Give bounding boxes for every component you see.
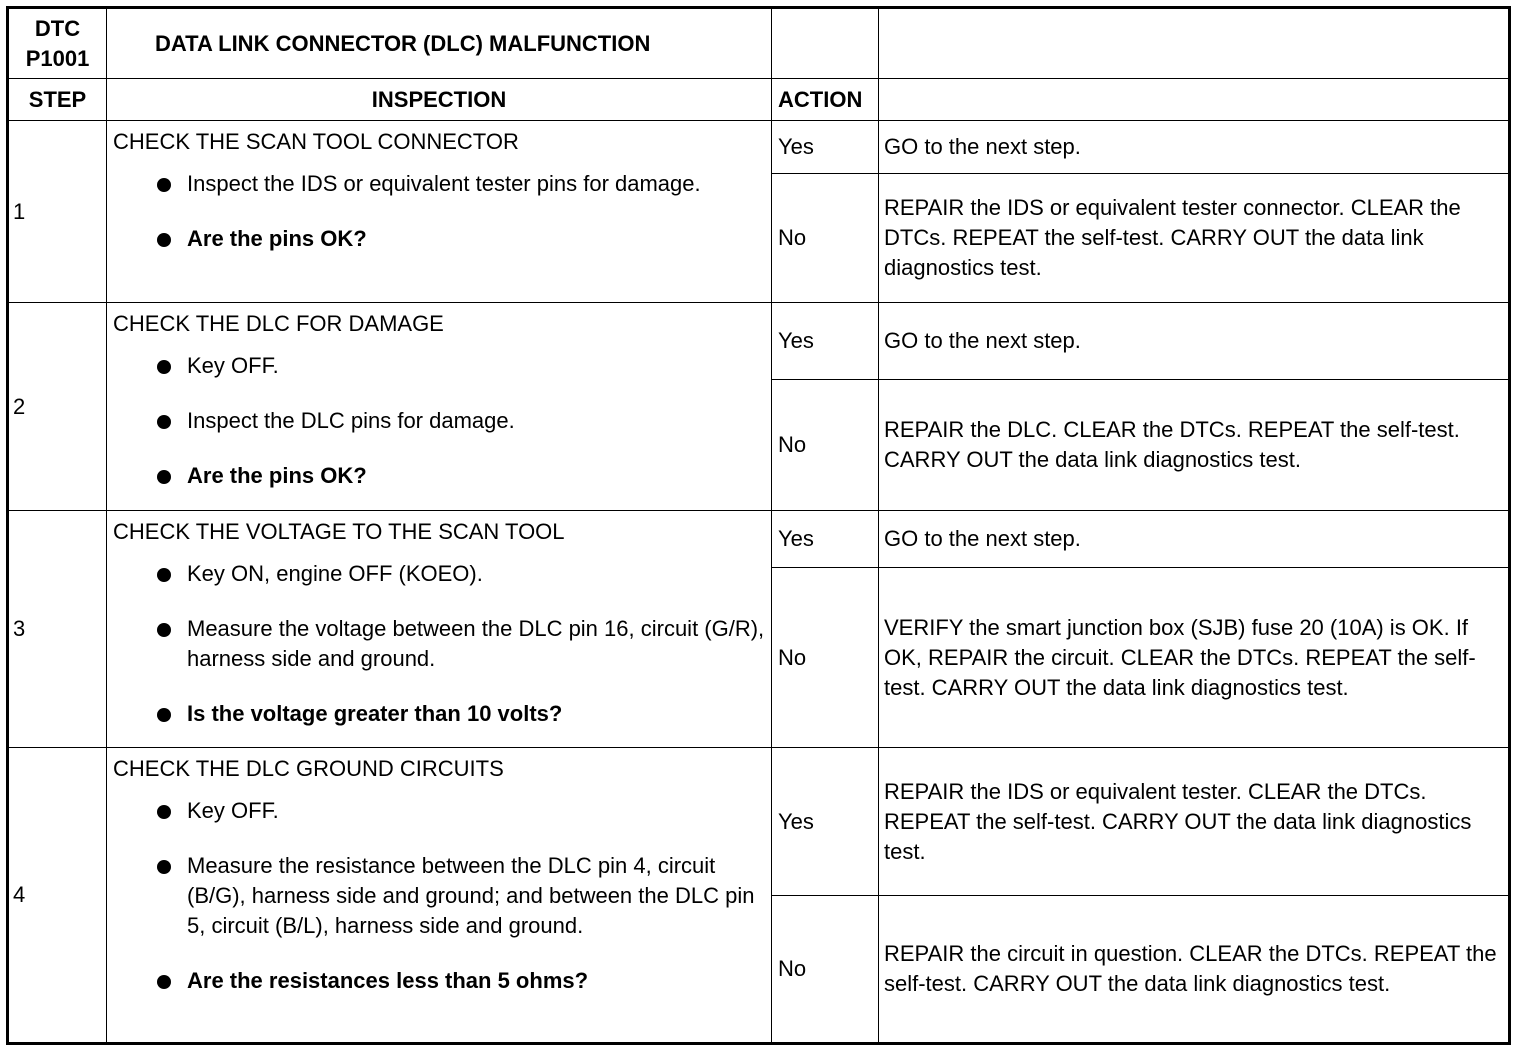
bullet-icon <box>157 975 171 989</box>
yes-action: GO to the next step. <box>879 511 1510 568</box>
bullet-icon <box>157 860 171 874</box>
step-1-yes-row <box>8 121 1510 174</box>
step-title: CHECK THE VOLTAGE TO THE SCAN TOOL <box>113 519 565 544</box>
no-action: VERIFY the smart junction box (SJB) fuse 20 (10A) is OK. If OK, REPAIR the circuit. CLEAR the DTCs. REPEAT the self-test. CARRY OUT the data link diagnostics test. <box>879 568 1510 748</box>
bullet-item: Key OFF. <box>113 351 765 381</box>
column-header-empty <box>879 79 1510 121</box>
bullet-icon <box>157 568 171 582</box>
bullet-item: Key OFF. <box>113 796 765 826</box>
no-label: No <box>772 174 879 303</box>
step-number: 2 <box>8 303 107 511</box>
step-bullets <box>113 796 765 996</box>
header-empty-cell <box>879 8 1510 79</box>
yes-action: GO to the next step. <box>879 303 1510 380</box>
step-3-yes-row <box>8 511 1510 568</box>
no-label: No <box>772 896 879 1044</box>
yes-label: Yes <box>772 748 879 896</box>
bullet-item: Inspect the IDS or equivalent tester pins for damage. <box>113 169 765 199</box>
step-2-yes-row <box>8 303 1510 380</box>
step-title: CHECK THE DLC FOR DAMAGE <box>113 311 444 336</box>
step-bullets <box>113 351 765 491</box>
step-4-yes-row <box>8 748 1510 896</box>
bullet-icon <box>157 470 171 484</box>
no-label: No <box>772 380 879 511</box>
column-header-step: STEP <box>8 79 107 121</box>
question-item: Are the pins OK? <box>113 224 765 254</box>
yes-label: Yes <box>772 511 879 568</box>
step-number: 1 <box>8 121 107 303</box>
bullet-icon <box>157 805 171 819</box>
bullet-icon <box>157 233 171 247</box>
diagnostic-table <box>6 6 1511 1045</box>
step-title: CHECK THE SCAN TOOL CONNECTOR <box>113 129 519 154</box>
step-number: 3 <box>8 511 107 748</box>
no-action: REPAIR the circuit in question. CLEAR the DTCs. REPEAT the self-test. CARRY OUT the data link diagnostics test. <box>879 896 1510 1044</box>
yes-action: GO to the next step. <box>879 121 1510 174</box>
step-bullets <box>113 169 765 254</box>
header-row <box>8 8 1510 79</box>
bullet-icon <box>157 708 171 722</box>
step-inspection <box>107 303 772 511</box>
bullet-icon <box>157 178 171 192</box>
step-inspection <box>107 121 772 303</box>
column-header-action: ACTION <box>772 79 879 121</box>
column-header-inspection: INSPECTION <box>107 79 772 121</box>
yes-label: Yes <box>772 303 879 380</box>
step-bullets <box>113 559 765 729</box>
no-action: REPAIR the DLC. CLEAR the DTCs. REPEAT the self-test. CARRY OUT the data link diagnostics test. <box>879 380 1510 511</box>
step-inspection <box>107 511 772 748</box>
column-header-row <box>8 79 1510 121</box>
header-empty-cell <box>772 8 879 79</box>
bullet-item: Inspect the DLC pins for damage. <box>113 406 765 436</box>
bullet-icon <box>157 623 171 637</box>
bullet-icon <box>157 360 171 374</box>
bullet-item: Key ON, engine OFF (KOEO). <box>113 559 765 589</box>
no-action: REPAIR the IDS or equivalent tester connector. CLEAR the DTCs. REPEAT the self-test. CARRY OUT the data link diagnostics test. <box>879 174 1510 303</box>
yes-label: Yes <box>772 121 879 174</box>
question-item: Are the pins OK? <box>113 461 765 491</box>
question-item: Is the voltage greater than 10 volts? <box>113 699 765 729</box>
dtc-label: DTC <box>34 15 81 41</box>
step-inspection <box>107 748 772 1044</box>
no-label: No <box>772 568 879 748</box>
bullet-icon <box>157 415 171 429</box>
bullet-item: Measure the voltage between the DLC pin 16, circuit (G/R), harness side and ground. <box>113 614 765 674</box>
yes-action: REPAIR the IDS or equivalent tester. CLEAR the DTCs. REPEAT the self-test. CARRY OUT the data link diagnostics test. <box>879 748 1510 896</box>
question-item: Are the resistances less than 5 ohms? <box>113 966 765 996</box>
dtc-cell <box>8 8 107 79</box>
bullet-item: Measure the resistance between the DLC pin 4, circuit (B/G), harness side and ground; and between the DLC pin 5, circuit (B/L), harness side and ground. <box>113 851 765 941</box>
step-title: CHECK THE DLC GROUND CIRCUITS <box>113 756 504 781</box>
dtc-code: P1001 <box>25 45 90 71</box>
step-number: 4 <box>8 748 107 1044</box>
page-title: DATA LINK CONNECTOR (DLC) MALFUNCTION <box>107 8 772 79</box>
